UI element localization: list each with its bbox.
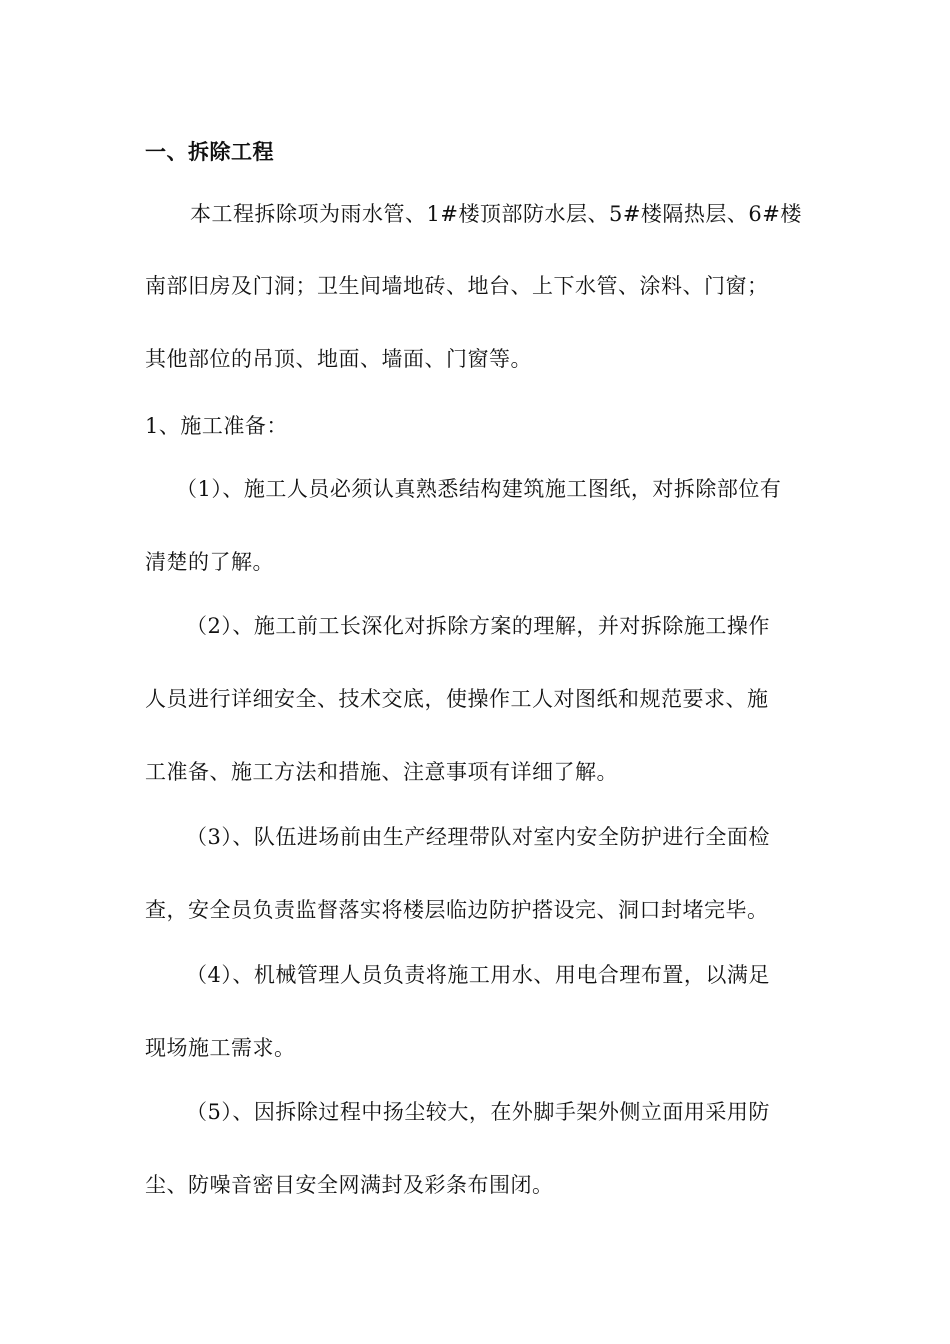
intro-line: 南部旧房及门洞；卫生间墙地砖、地台、上下水管、涂料、门窗；: [145, 274, 769, 298]
section-title: 一、拆除工程: [145, 140, 274, 164]
intro-line: 本工程拆除项为雨水管、1#楼顶部防水层、5#楼隔热层、6#楼: [190, 202, 802, 226]
intro-line: 其他部位的吊顶、地面、墙面、门窗等。: [145, 347, 532, 371]
list-item-line: 人员进行详细安全、技术交底，使操作工人对图纸和规范要求、施: [145, 687, 769, 711]
list-item-line: （2）、施工前工长深化对拆除方案的理解，并对拆除施工操作: [186, 614, 770, 638]
list-item-line: 清楚的了解。: [145, 550, 274, 574]
list-item-line: 查，安全员负责监督落实将楼层临边防护搭设完、洞口封堵完毕。: [145, 898, 769, 922]
list-item-line: （3）、队伍进场前由生产经理带队对室内安全防护进行全面检: [186, 825, 770, 849]
subsection-title: 1、施工准备：: [145, 414, 288, 438]
list-item-line: 现场施工需求。: [145, 1036, 296, 1060]
list-item-line: 工准备、施工方法和措施、注意事项有详细了解。: [145, 760, 618, 784]
list-item-line: （4）、机械管理人员负责将施工用水、用电合理布置，以满足: [186, 963, 770, 987]
list-item-line: 尘、防噪音密目安全网满封及彩条布围闭。: [145, 1173, 554, 1197]
list-item-line: （1）、施工人员必须认真熟悉结构建筑施工图纸，对拆除部位有: [176, 477, 782, 501]
list-item-line: （5）、因拆除过程中扬尘较大，在外脚手架外侧立面用采用防: [186, 1100, 770, 1124]
